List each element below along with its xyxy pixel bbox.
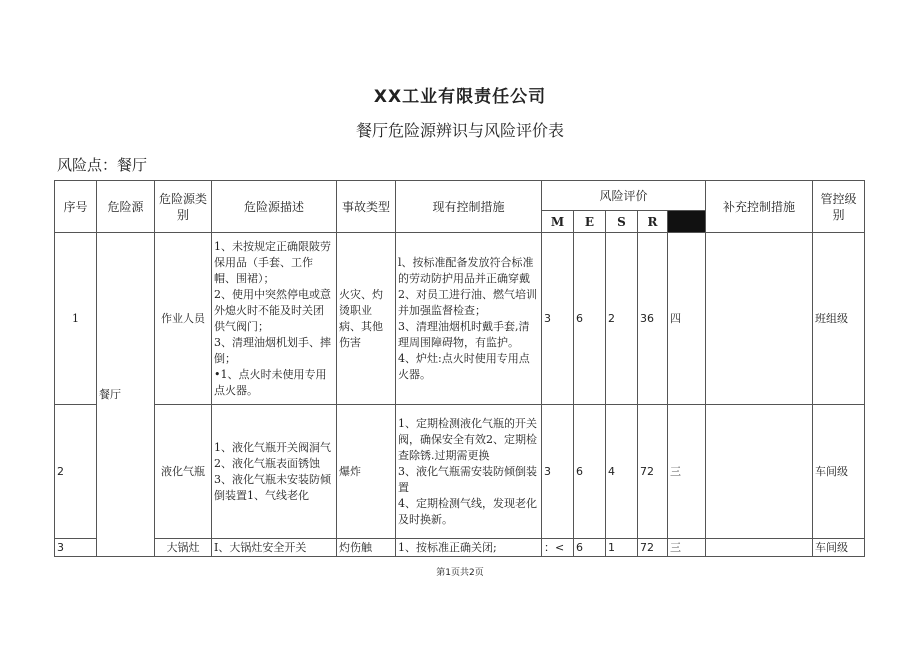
- row-no: 2: [55, 405, 97, 539]
- row-grade: 三: [668, 539, 706, 557]
- header-category: 危险源类别: [155, 181, 212, 233]
- row-category: 液化气瓶: [155, 405, 212, 539]
- row-r: 36: [638, 233, 668, 405]
- row-supplement: [706, 405, 813, 539]
- risk-table: [54, 180, 865, 557]
- row-category: 大锅灶: [155, 539, 212, 557]
- row-r: 72: [638, 405, 668, 539]
- header-accident: 事故类型: [337, 181, 396, 233]
- row-s: 4: [606, 405, 638, 539]
- row-level: 班组级: [813, 233, 865, 405]
- table-row: [55, 233, 865, 405]
- company-title: XX工业有限责任公司: [373, 87, 547, 107]
- group-cell: 餐厅: [97, 233, 155, 557]
- row-controls: 1、按标准正确关闭;: [396, 539, 542, 557]
- row-s: 1: [606, 539, 638, 557]
- row-no: 1: [55, 233, 97, 405]
- row-accident: 火灾、灼烫职业病、其他伤害: [337, 233, 396, 405]
- row-accident: 爆炸: [337, 405, 396, 539]
- table-row: [55, 539, 865, 557]
- header-controls: 现有控制措施: [396, 181, 542, 233]
- row-supplement: [706, 233, 813, 405]
- row-no: 3: [55, 539, 97, 557]
- header-redacted: [668, 211, 706, 233]
- page-number: 第1页共2页: [436, 568, 484, 578]
- header-e: E: [574, 211, 606, 233]
- row-m: 3: [542, 233, 574, 405]
- header-no: 序号: [55, 181, 97, 233]
- header-s: S: [606, 211, 638, 233]
- row-grade: 四: [668, 233, 706, 405]
- row-e: 6: [574, 233, 606, 405]
- risk-point-label: 风险点：餐厅: [57, 156, 148, 174]
- row-description: 1、液化气瓶开关阀洞气2、液化气瓶表面锈蚀3、液化气瓶未安装防倾倒装置1、气线老化: [212, 405, 337, 539]
- header-level: 管控级别: [813, 181, 865, 233]
- row-e: 6: [574, 539, 606, 557]
- row-s: 2: [606, 233, 638, 405]
- row-e: 6: [574, 405, 606, 539]
- row-description: 1、未按规定正确限陂劳保用品（手套、工作帽、围裙）； 2、使用中突然停电或意外熄火时不能及时关团供气阀门； 3、清理油烟机划手、摔倒； •1、点火时未使用专用点火器。: [212, 233, 337, 405]
- document-title: 餐厅危险源辨识与风险评价表: [355, 121, 564, 140]
- header-description: 危险源描述: [212, 181, 337, 233]
- row-m: 3: [542, 405, 574, 539]
- row-description: I、大锅灶安全开关: [212, 539, 337, 557]
- row-level: 车间级: [813, 405, 865, 539]
- header-source: 危险源: [97, 181, 155, 233]
- row-r: 72: [638, 539, 668, 557]
- header-risk-eval: 风险评价: [542, 181, 706, 211]
- row-supplement: [706, 539, 813, 557]
- header-r: R: [638, 211, 668, 233]
- row-m: ：<: [542, 539, 574, 557]
- header-m: M: [542, 211, 574, 233]
- row-grade: 三: [668, 405, 706, 539]
- row-controls: l、按标准配备发放符合标准的劳动防护用品并正确穿戴2、对员工进行油、燃气培训并加强监督检查； 3、清理油烟机时戴手套,清理周围障碍物，有监护。 4、炉灶:点火时使用专用点火器。: [396, 233, 542, 405]
- row-accident: 灼伤触: [337, 539, 396, 557]
- row-level: 车间级: [813, 539, 865, 557]
- row-controls: 1、定期检测液化气瓶的开关阀，确保安全有效2、定期检查除锈.过期需更换 3、液化气瓶需安装防倾倒装置 4、定期检测气线，发现老化及时换新。: [396, 405, 542, 539]
- row-category: 作业人员: [155, 233, 212, 405]
- header-supplement: 补充控制措施: [706, 181, 813, 233]
- table-row: [55, 405, 865, 539]
